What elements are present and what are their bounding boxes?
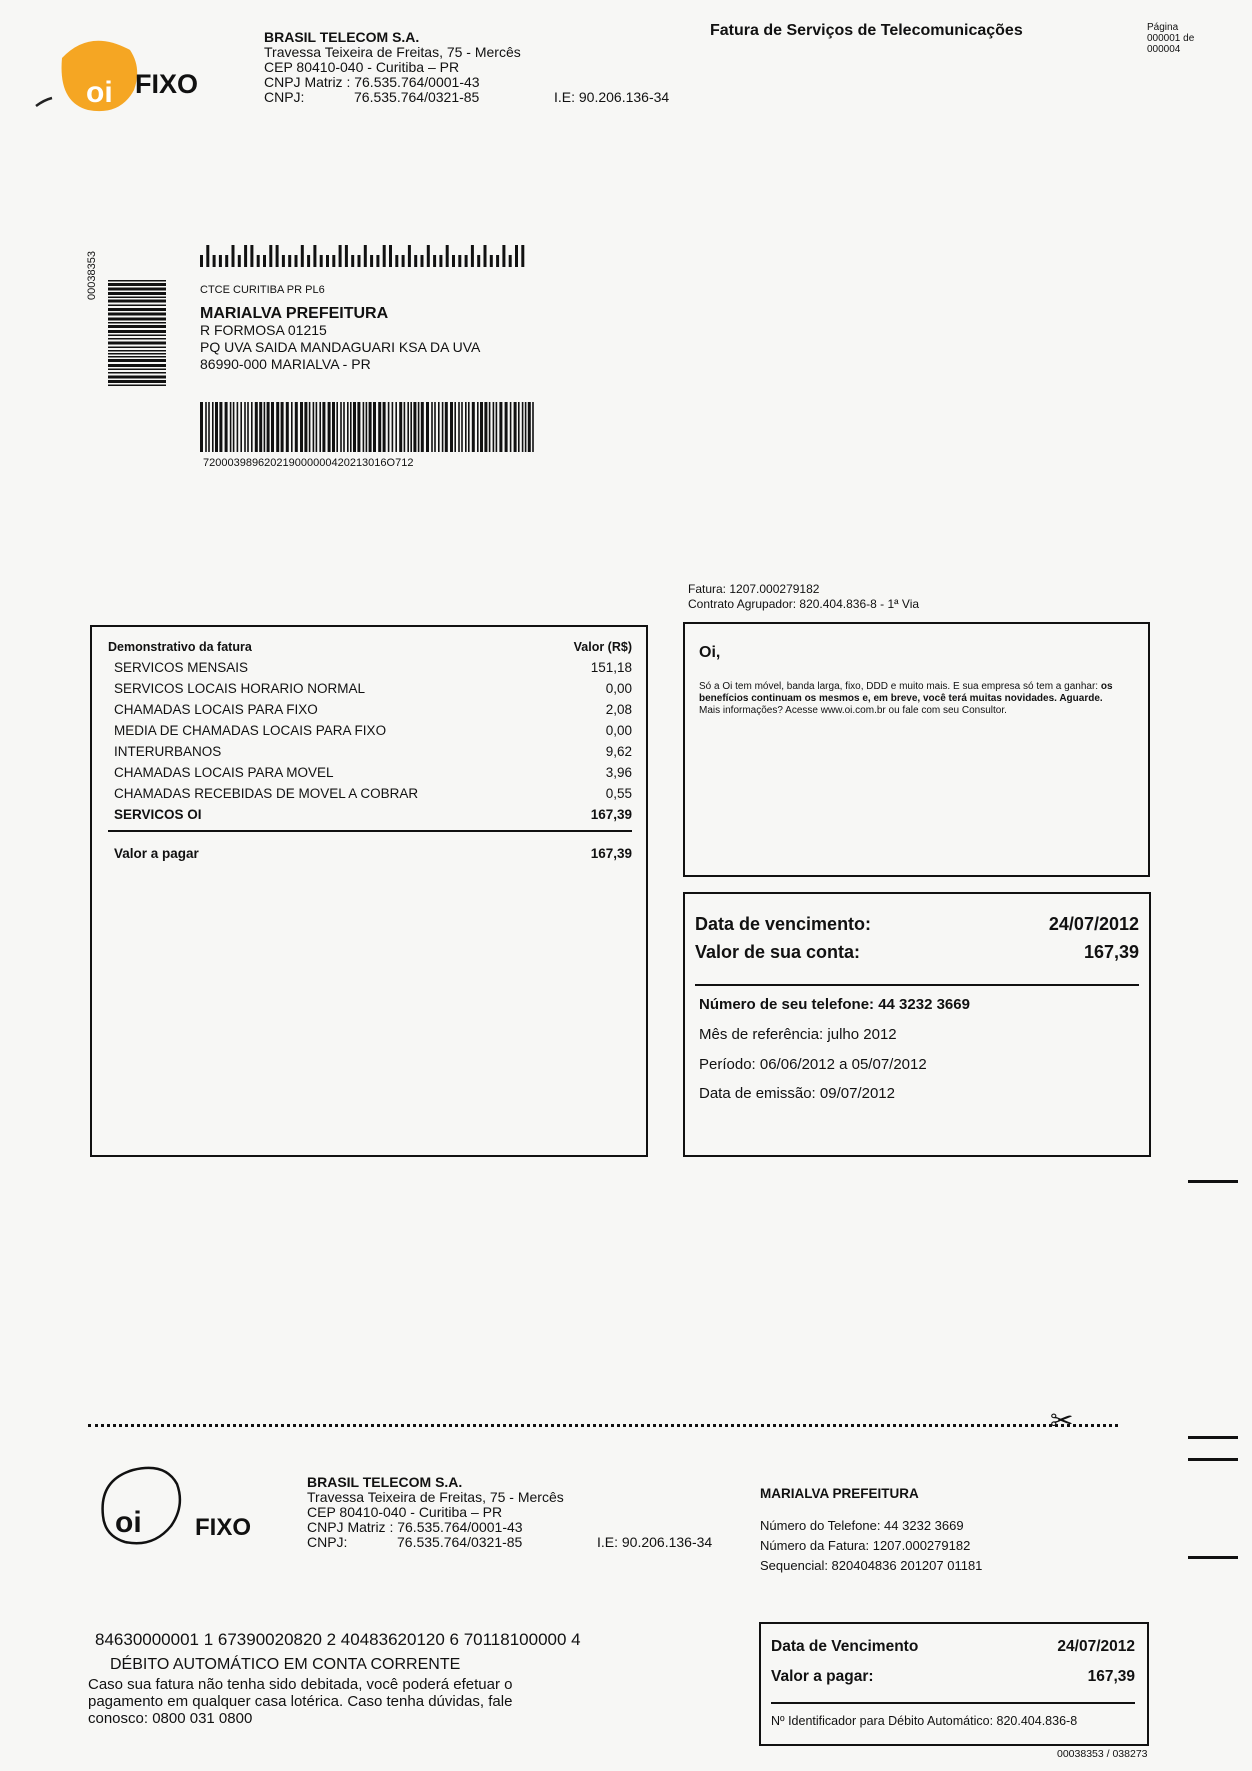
- route-code: CTCE CURITIBA PR PL6: [200, 284, 325, 296]
- demonstrativo-item-value: 0,00: [605, 681, 632, 696]
- message-line2: Mais informações? Acesse www.oi.com.br ou fale com seu Consultor.: [699, 705, 1007, 716]
- demonstrativo-item-value: 9,62: [605, 744, 632, 759]
- stub-pay-value: 167,39: [1087, 1668, 1135, 1685]
- message-body: [699, 681, 1139, 717]
- mailing-address: [200, 282, 480, 373]
- company-address2: CEP 80410-040 - Curitiba – PR: [264, 59, 460, 75]
- demonstrativo-item-label: SERVICOS LOCAIS HORARIO NORMAL: [114, 681, 366, 696]
- page-total: 000004: [1147, 44, 1181, 55]
- payment-box: [759, 1622, 1149, 1746]
- company-address1: Travessa Teixeira de Freitas, 75 - Mercês: [264, 44, 521, 60]
- side-barcode: [108, 280, 166, 388]
- contrato-agrupador: Contrato Agrupador: 820.404.836-8 - 1ª Via: [688, 597, 920, 611]
- due-divider: [695, 984, 1139, 986]
- stub-phone: Número do Telefone: 44 3232 3669: [760, 1518, 964, 1533]
- postnet-barcode: [200, 245, 530, 267]
- total-value: 167,39: [590, 846, 632, 861]
- demonstrativo-row: [108, 720, 632, 741]
- demonstrativo-row: [108, 678, 632, 699]
- demonstrativo-item-value: 0,55: [605, 786, 632, 801]
- company-name: BRASIL TELECOM S.A.: [264, 29, 420, 45]
- svg-text:oi: oi: [115, 1506, 142, 1539]
- fatura-number: Fatura: 1207.000279182: [688, 582, 820, 596]
- demonstrativo-row: [108, 762, 632, 783]
- company-name: BRASIL TELECOM S.A.: [307, 1474, 463, 1490]
- demonstrativo-item-label: CHAMADAS RECEBIDAS DE MOVEL A COBRAR: [114, 786, 419, 801]
- auto-debit-note: Caso sua fatura não tenha sido debitada, você poderá efetuar o pagamento em qualquer casa lotérica. Caso tenha dúvidas, fale conosco: 0800 031 0800: [88, 1676, 513, 1727]
- oi-fixo-logo-outline: [95, 1460, 265, 1550]
- demonstrativo-item-value: 0,00: [605, 723, 632, 738]
- footer-sequence: 00038353 / 038273: [1057, 1748, 1148, 1760]
- demonstrativo-row: [108, 783, 632, 804]
- message-line1-bold: os benefícios continuam os mesmos e, em breve, você terá muitas novidades. Aguarde.: [699, 681, 1113, 704]
- margin-mark: [1188, 1556, 1238, 1559]
- demonstrativo-item-label: CHAMADAS LOCAIS PARA FIXO: [114, 702, 318, 717]
- payment-divider: [771, 1702, 1135, 1704]
- demonstrativo-row: [108, 657, 632, 678]
- due-box: [683, 892, 1151, 1157]
- message-greeting: Oi,: [699, 644, 721, 661]
- page-number: 000001 de: [1147, 33, 1195, 44]
- debit-identifier: Nº Identificador para Débito Automático: 820.404.836-8: [771, 1714, 1078, 1728]
- demonstrativo-item-label: SERVICOS OI: [114, 807, 202, 822]
- cut-line: [88, 1424, 1118, 1427]
- demonstrativo-item-value: 3,96: [605, 765, 632, 780]
- reference-month: Mês de referência: julho 2012: [699, 1026, 897, 1043]
- stub-customer-name: MARIALVA PREFEITURA: [760, 1486, 919, 1501]
- company-header: [264, 30, 669, 105]
- demonstrativo-item-label: INTERURBANOS: [114, 744, 222, 759]
- demonstrativo-row: [108, 741, 632, 762]
- phone-number: Número de seu telefone: 44 3232 3669: [699, 996, 970, 1013]
- demonstrativo-item-label: CHAMADAS LOCAIS PARA MOVEL: [114, 765, 334, 780]
- stub-invoice: Número da Fatura: 1207.000279182: [760, 1538, 971, 1553]
- stub-pay-label: Valor a pagar:: [771, 1668, 874, 1685]
- customer-district: PQ UVA SAIDA MANDAGUARI KSA DA UVA: [200, 339, 481, 355]
- margin-mark: [1188, 1458, 1238, 1461]
- company-cnpj-value: 76.535.764/0321-85: [397, 1534, 523, 1550]
- demonstrativo-title: Demonstrativo da fatura: [108, 640, 252, 654]
- payment-linecode: 84630000001 1 67390020820 2 40483620120 6 70118100000 4: [95, 1630, 581, 1649]
- company-ie: I.E: 90.206.136-34: [597, 1534, 713, 1550]
- document-title: Fatura de Serviços de Telecomunicações: [710, 22, 1023, 39]
- scissors-icon: ✂: [1050, 1405, 1074, 1436]
- due-label: Data de vencimento:: [695, 914, 872, 934]
- company-cnpj-label: CNPJ:: [264, 89, 305, 105]
- demonstrativo-row: [108, 804, 632, 825]
- logo-word: FIXO: [135, 69, 199, 99]
- issue-date: Data de emissão: 09/07/2012: [699, 1085, 895, 1102]
- demonstrativo-divider: [108, 830, 632, 832]
- amount-value: 167,39: [1083, 942, 1139, 962]
- stub-sequence: Sequencial: 820404836 201207 01181: [760, 1558, 983, 1573]
- due-date: 24/07/2012: [1048, 914, 1139, 934]
- company-ie: I.E: 90.206.136-34: [554, 89, 670, 105]
- oi-fixo-logo: [30, 28, 220, 118]
- company-cnpj-matriz: CNPJ Matriz : 76.535.764/0001-43: [307, 1519, 523, 1535]
- svg-text:oi: oi: [86, 76, 113, 109]
- barcode-number: 720003989620219000000420213016O712: [203, 457, 414, 469]
- stub-due-date: 24/07/2012: [1057, 1638, 1135, 1655]
- page-label: Página: [1147, 22, 1179, 33]
- margin-mark: [1188, 1436, 1238, 1439]
- demonstrativo-row: [108, 699, 632, 720]
- customer-street: R FORMOSA 01215: [200, 322, 327, 338]
- company-stub: [307, 1475, 712, 1550]
- stub-customer: [760, 1484, 982, 1576]
- page-indicator: [1147, 22, 1207, 55]
- company-cnpj-label: CNPJ:: [307, 1534, 348, 1550]
- demonstrativo-item-value: 151,18: [590, 660, 632, 675]
- demonstrativo-item-label: MEDIA DE CHAMADAS LOCAIS PARA FIXO: [114, 723, 387, 738]
- margin-mark: [1188, 1180, 1238, 1183]
- customer-name: MARIALVA PREFEITURA: [200, 305, 389, 322]
- customer-city: 86990-000 MARIALVA - PR: [200, 356, 371, 372]
- value-header: Valor (R$): [573, 640, 632, 654]
- message-box: [683, 622, 1150, 877]
- logo-word: FIXO: [195, 1514, 252, 1541]
- billing-period: Período: 06/06/2012 a 05/07/2012: [699, 1056, 927, 1073]
- demonstrativo-item-value: 167,39: [590, 807, 632, 822]
- company-cnpj-matriz: CNPJ Matriz : 76.535.764/0001-43: [264, 74, 480, 90]
- company-address1: Travessa Teixeira de Freitas, 75 - Mercês: [307, 1489, 564, 1505]
- amount-label: Valor de sua conta:: [695, 942, 861, 962]
- demonstrativo-box: [90, 625, 648, 1157]
- total-label: Valor a pagar: [114, 846, 199, 861]
- side-code: 00038353: [86, 251, 98, 300]
- stub-due-label: Data de Vencimento: [771, 1638, 919, 1655]
- demonstrativo-item-value: 2,08: [605, 702, 632, 717]
- address-barcode: [200, 402, 535, 452]
- company-address2: CEP 80410-040 - Curitiba – PR: [307, 1504, 503, 1520]
- demonstrativo-item-label: SERVICOS MENSAIS: [114, 660, 249, 675]
- company-cnpj-value: 76.535.764/0321-85: [354, 89, 480, 105]
- fatura-info: [688, 582, 919, 612]
- auto-debit-title: DÉBITO AUTOMÁTICO EM CONTA CORRENTE: [110, 1656, 461, 1673]
- message-line1: Só a Oi tem móvel, banda larga, fixo, DDD e muito mais. E sua empresa só tem a ganhar:: [699, 681, 1101, 692]
